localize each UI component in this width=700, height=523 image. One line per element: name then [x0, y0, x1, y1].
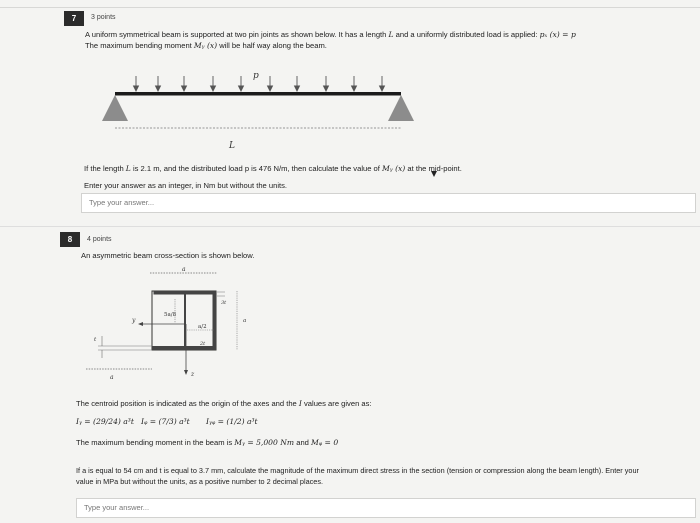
cross-section-diagram	[80, 262, 280, 387]
question-text-line1: A uniform symmetrical beam is supported at two pin joints as shown below. It has a length L and a uniformly distributed load is applied: pₓ (x) = p	[85, 30, 576, 39]
distributed-load-arrows	[134, 76, 385, 91]
formula-iy: Iᵧ = (29/24) a³t	[76, 417, 134, 426]
question-divider	[0, 226, 700, 227]
question-text-line1: If a is equal to 54 cm and t is equal to 3.7 mm, calculate the magnitude of the maximum direct stress in the section (tension or compression along the beam length). Enter your	[76, 466, 639, 475]
svg-text:y: y	[132, 317, 136, 324]
svg-text:5a/8: 5a/8	[164, 312, 177, 318]
beam	[115, 92, 401, 96]
question-number-badge: 8	[60, 232, 80, 247]
answer-input-q7[interactable]: Type your answer...	[81, 193, 696, 213]
question-points: 3 points	[91, 14, 116, 21]
load-label: p	[253, 71, 259, 81]
centroid-description: The centroid position is indicated as the origin of the axes and the I values are given as:	[76, 399, 372, 408]
length-label: L	[229, 141, 235, 151]
formula-iyz: Iᵧᵩ = (1/2) a³t	[206, 417, 258, 426]
bending-moment-text: The maximum bending moment in the beam is Mᵧ = 5,000 Nm and Mᵩ = 0	[76, 438, 339, 447]
svg-text:a/2: a/2	[198, 324, 207, 330]
beam-diagram	[95, 62, 425, 154]
question-intro: An asymmetric beam cross-section is shown below.	[81, 251, 255, 260]
answer-input-q8[interactable]: Type your answer...	[76, 498, 696, 518]
top-divider	[0, 7, 700, 8]
question-text-line2: The maximum bending moment Mᵧ (x) will be half way along the beam.	[85, 41, 327, 50]
svg-text:t: t	[94, 337, 97, 343]
question-prompt: If the length L is 2.1 m, and the distributed load p is 476 N/m, then calculate the value of Mᵧ (x) at the mid-point.	[84, 164, 462, 173]
mouse-cursor-icon	[431, 171, 437, 177]
left-pin-support	[102, 95, 128, 121]
question-text-line2: value in MPa but without the units, as a positive number to 2 decimal places.	[76, 477, 324, 486]
svg-text:2t: 2t	[200, 341, 206, 347]
right-pin-support	[388, 95, 414, 121]
formula-iz: Iᵩ = (7/3) a³t	[141, 417, 190, 426]
svg-text:z: z	[191, 371, 195, 378]
svg-text:a: a	[243, 318, 247, 324]
svg-text:a: a	[110, 374, 114, 381]
answer-instruction: Enter your answer as an integer, in Nm but without the units.	[84, 181, 288, 190]
svg-text:a: a	[182, 266, 186, 273]
question-points: 4 points	[87, 236, 112, 243]
svg-text:3t: 3t	[221, 300, 227, 306]
question-number-badge: 7	[64, 11, 84, 26]
